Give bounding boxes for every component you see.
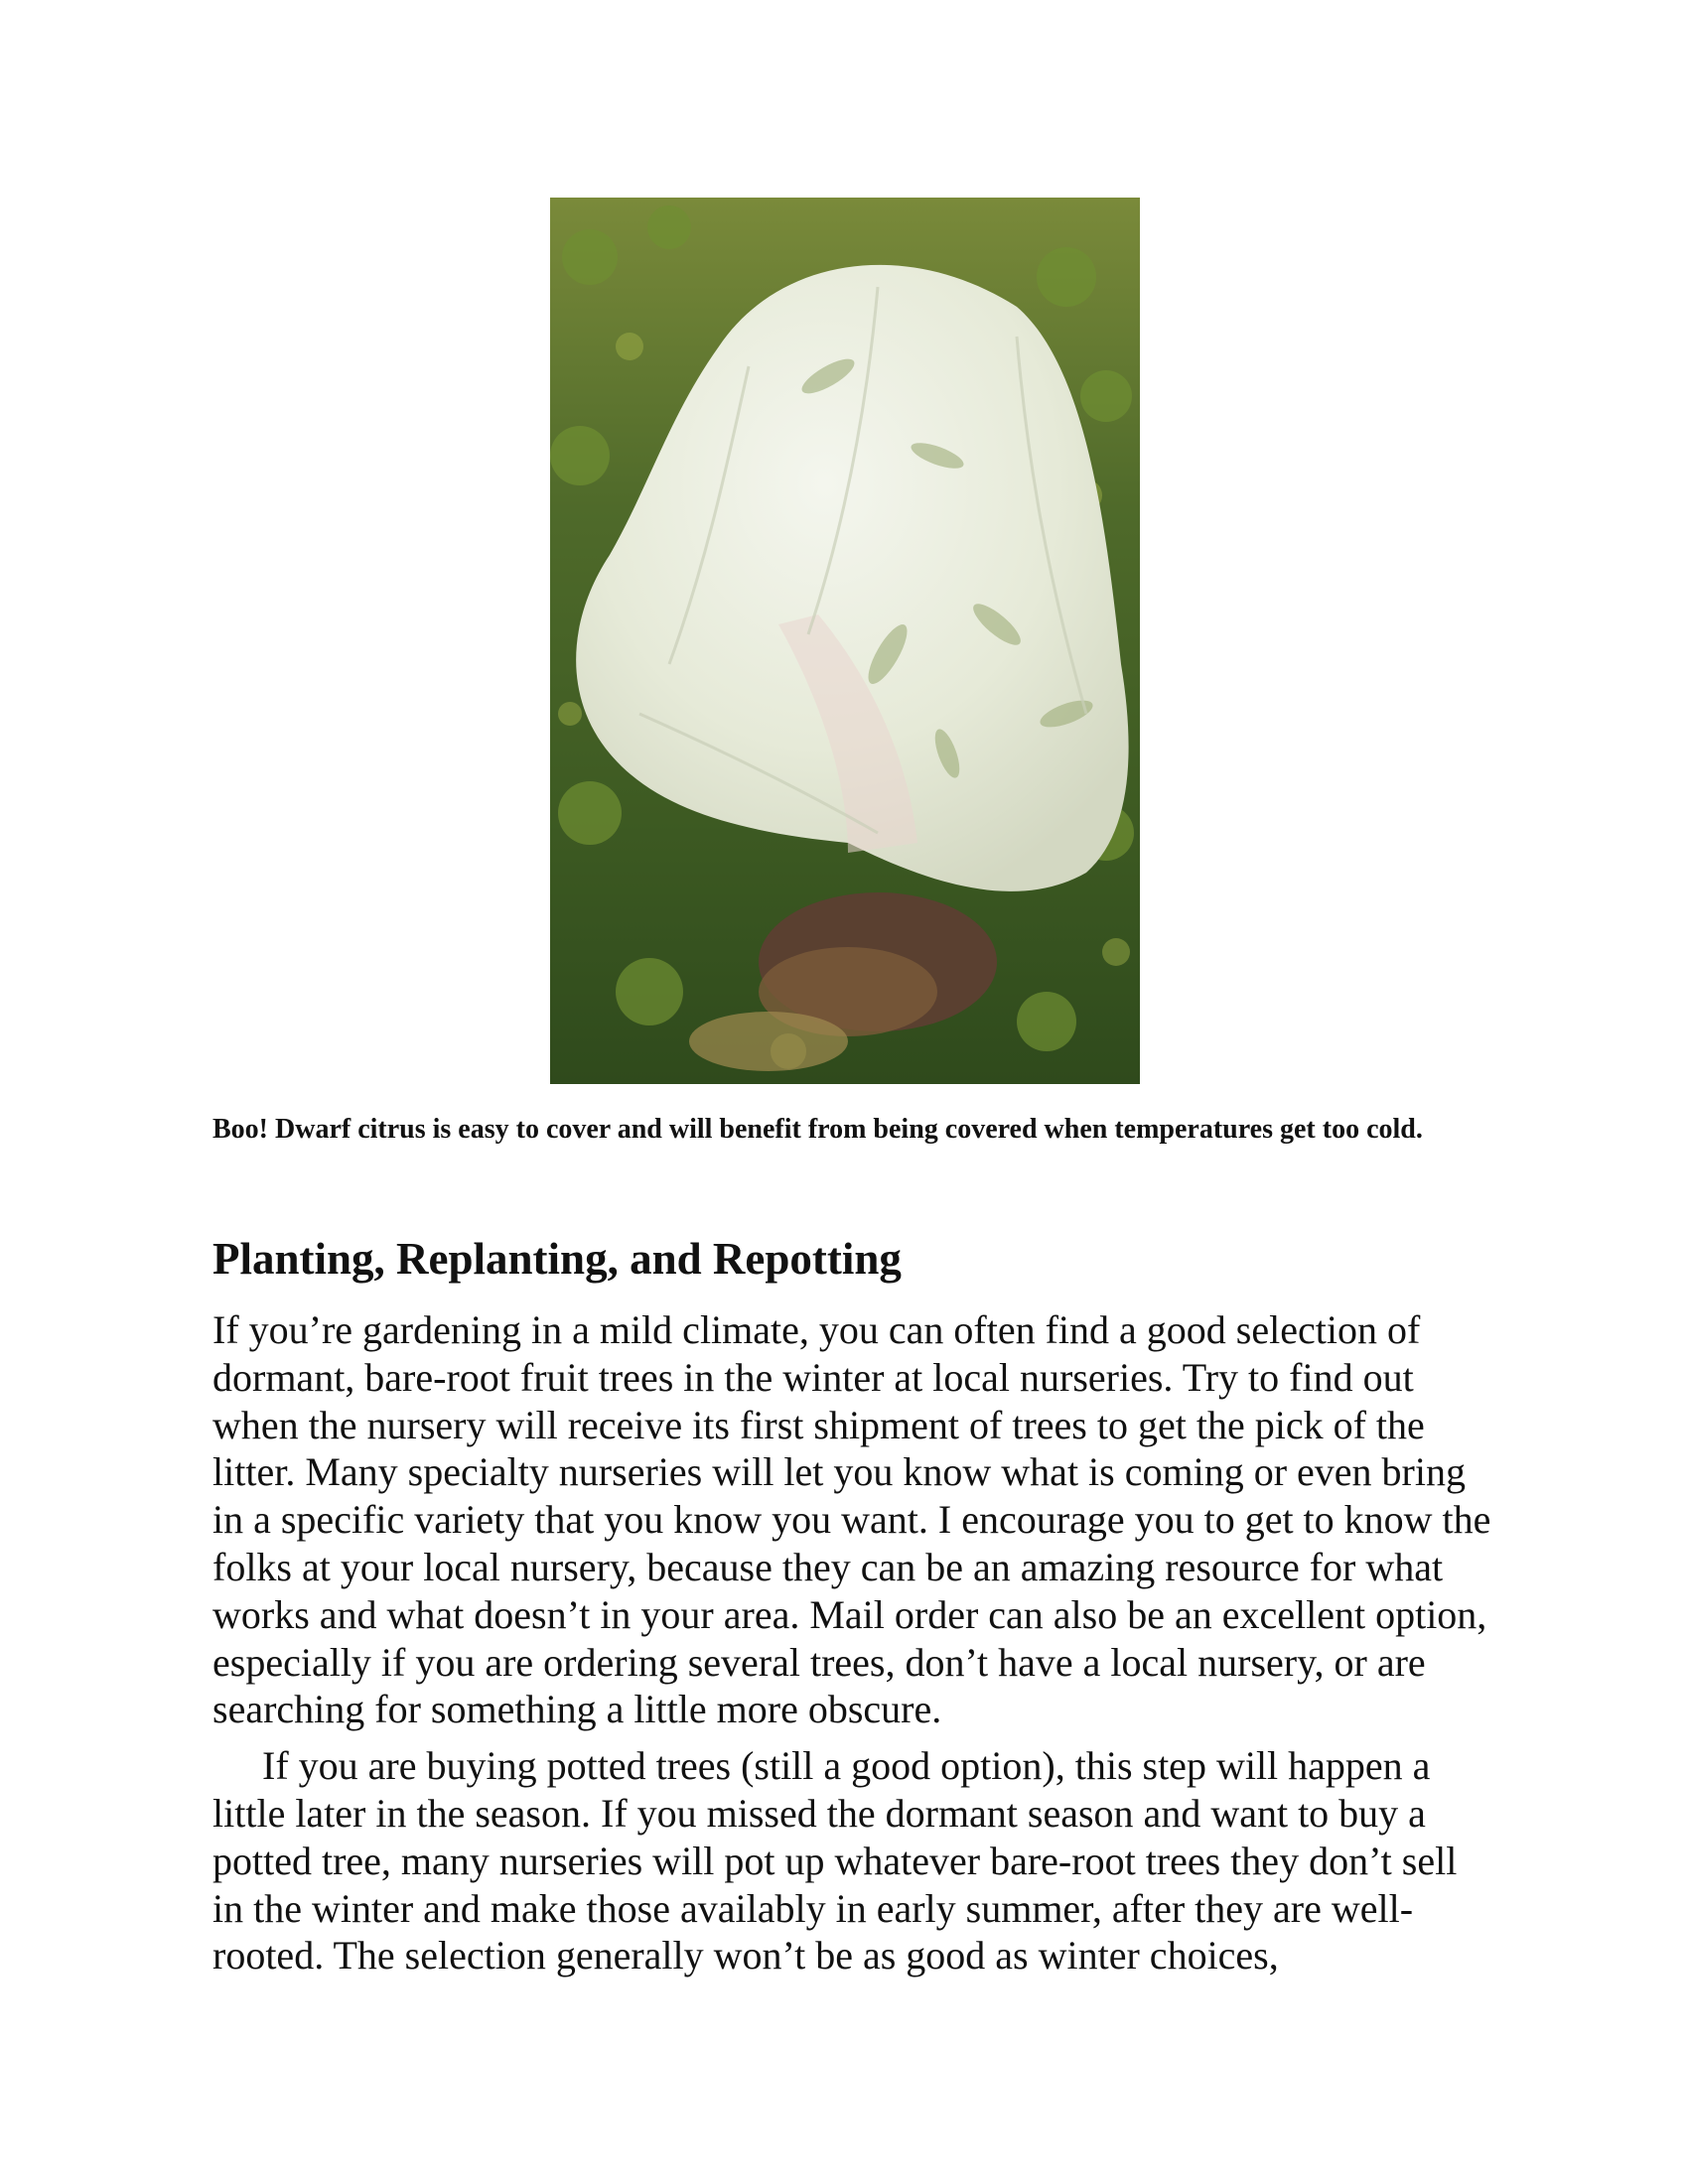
section-body [212,1306,1493,1979]
frost-cloth-citrus-photo [550,198,1140,1084]
section-heading: Planting, Replanting, and Repotting [212,1234,902,1284]
figure-caption: Boo! Dwarf citrus is easy to cover and will benefit from being covered when temperatures get too cold. [212,1114,1423,1145]
paragraph-2: If you are buying potted trees (still a good option), this step will happen a little later in the season. If you missed the dormant season and want to buy a potted tree, many nurseries will pot up whatever bare-root trees they don’t sell in the winter and make those availably in early summer, after they are well-rooted. The selection generally won’t be as good as winter choices, [212,1743,1458,1979]
paragraph-1: If you’re gardening in a mild climate, you can often find a good selection of dormant, bare-root fruit trees in the winter at local nurseries. Try to find out when the nursery will receive its first shipment of trees to get the pick of the litter. Many specialty nurseries will let you know what is coming or even bring in a specific variety that you know you want. I encourage you to get to know the folks at your local nursery, because they can be an amazing resource for what works and what doesn’t in your area. Mail order can also be an excellent option, especially if you are ordering several trees, don’t have a local nursery, or are searching for something a little more obscure. [212,1307,1491,1732]
frost-cloth-covered-tree-icon [550,198,1140,1084]
